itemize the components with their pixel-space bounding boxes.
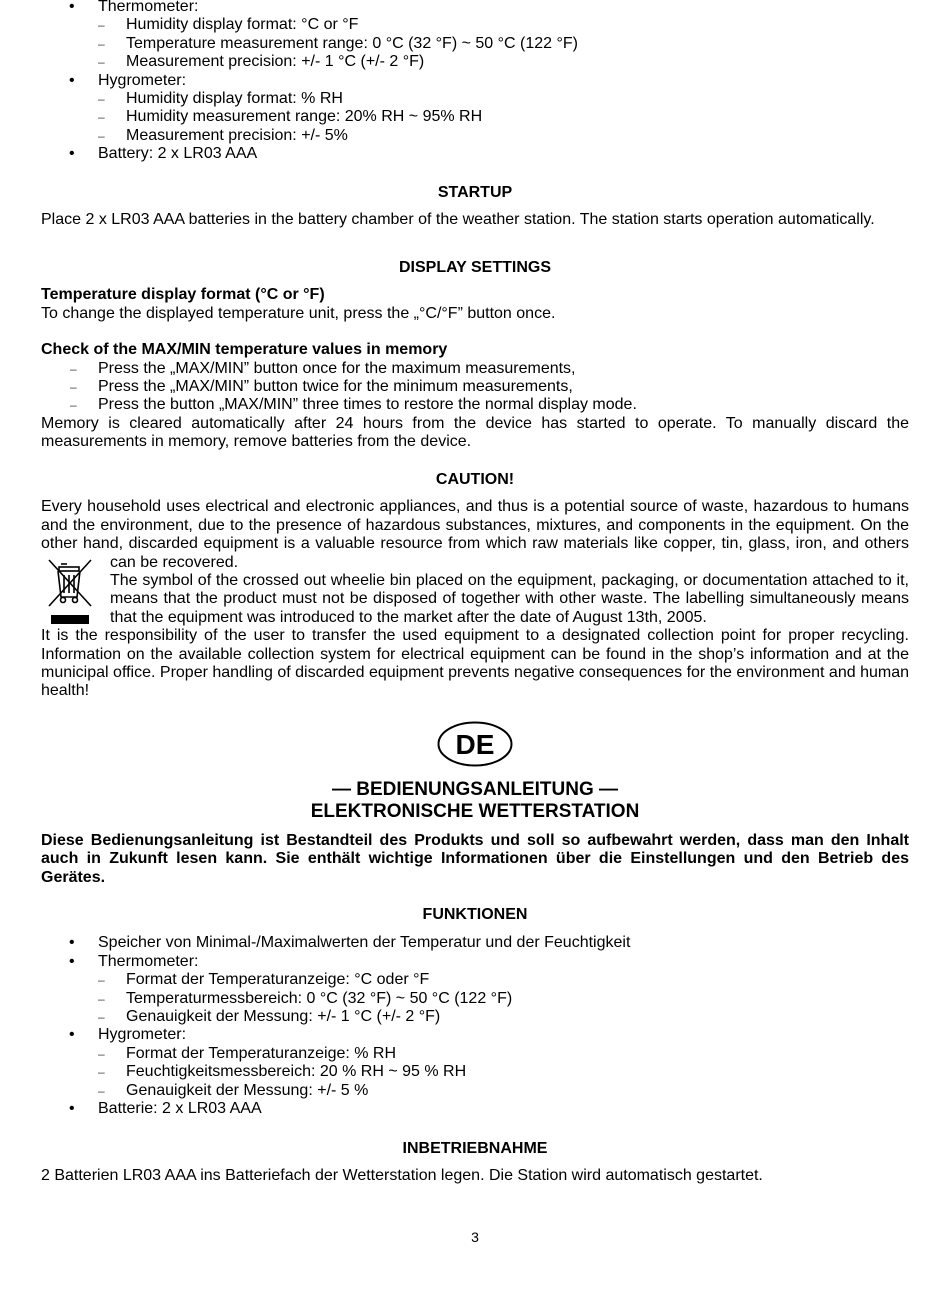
caution-line: Information on the available collection system for electrical equipment can be found in the shop’s information and at the: [41, 645, 909, 663]
caution-line: means that the product must not be disposed of together with other waste. The labelling simultaneously means: [110, 590, 909, 608]
german-title-line1: — BEDIENUNGSANLEITUNG —: [331, 779, 619, 800]
list-subitem: – Temperature measurement range: 0 °C (32 °F) ~ 50 °C (122 °F): [41, 35, 909, 53]
inbetriebnahme-heading: INBETRIEBNAHME: [402, 1140, 548, 1157]
german-title-block: [41, 779, 909, 823]
top-spec-list: [41, 0, 909, 164]
funktionen-section: [41, 906, 909, 1118]
maxmin-item: – Press the „MAX/MIN” button twice for the minimum measurements,: [41, 378, 909, 396]
maxmin-item: – Press the „MAX/MIN” button once for the maximum measurements,: [41, 360, 909, 378]
intro-line: Gerätes.: [41, 868, 106, 886]
caution-line: other hand, discarded equipment is a valuable resource from which raw materials like copper, tin, glass, iron, and others: [41, 535, 909, 553]
list-subitem: – Genauigkeit der Messung: +/- 1 °C (+/- 2 °F): [41, 1008, 909, 1026]
caution-line: Every household uses electrical and electronic appliances, and thus is a potential source of waste, hazardous to humans: [41, 498, 909, 516]
page-number: 3: [471, 1229, 479, 1245]
caution-line: can be recovered.: [110, 553, 239, 571]
list-subitem: – Temperaturmessbereich: 0 °C (32 °F) ~ 50 °C (122 °F): [41, 990, 909, 1008]
list-item-hygrometer: • Hygrometer:: [41, 1026, 909, 1044]
caution-section: [41, 471, 909, 701]
list-item-thermometer: • Thermometer:: [41, 953, 909, 971]
memory-line: Memory is cleared automatically after 24 hours from the device has started to operate. To manually discard the: [41, 414, 909, 432]
caution-heading: CAUTION!: [435, 471, 515, 488]
caution-line: municipal office. Proper handling of discarded equipment prevents negative consequences for the environment and human: [41, 664, 909, 682]
caution-paragraph-bottom: [41, 627, 909, 701]
intro-line: Diese Bedienungsanleitung ist Bestandteil des Produkts und soll so aufbewahrt werden, dass man den Inhalt: [41, 832, 909, 849]
startup-section: [41, 184, 909, 230]
list-item-thermometer: • Thermometer:: [41, 0, 909, 16]
list-subitem: – Measurement precision: +/- 1 °C (+/- 2 °F): [41, 53, 909, 71]
startup-heading: STARTUP: [437, 184, 513, 201]
memory-text: [41, 415, 909, 452]
crossed-wheelie-bin-icon: [45, 558, 95, 626]
maxmin-item: – Press the button „MAX/MIN” three times to restore the normal display mode.: [41, 396, 909, 414]
german-intro: [41, 832, 909, 887]
list-subitem: – Genauigkeit der Messung: +/- 5 %: [41, 1082, 909, 1100]
list-item-hygrometer: • Hygrometer:: [41, 72, 909, 90]
inbetriebnahme-text: 2 Batterien LR03 AAA ins Batteriefach der Wetterstation legen. Die Station wird automatisch gestartet.: [41, 1167, 763, 1185]
list-item-battery: • Batterie: 2 x LR03 AAA: [41, 1100, 909, 1118]
list-item-battery: • Battery: 2 x LR03 AAA: [41, 145, 909, 163]
temp-format-text: To change the displayed temperature unit, press the „°C/°F” button once.: [41, 304, 556, 322]
list-subitem: – Humidity display format: °C or °F: [41, 16, 909, 34]
list-subitem: – Humidity display format: % RH: [41, 90, 909, 108]
startup-text: Place 2 x LR03 AAA batteries in the battery chamber of the weather station. The station starts operation automatically.: [41, 211, 875, 229]
caution-line: The symbol of the crossed out wheelie bin placed on the equipment, packaging, or documentation attached to it,: [110, 572, 909, 590]
caution-line: health!: [41, 682, 90, 700]
caution-line: and the environment, due to the presence of hazardous substances, mixtures, and components in the equipment. On the: [41, 516, 909, 534]
funktionen-list: [41, 934, 909, 1118]
intro-line: auch in Zukunft lesen kann. Sie enthält wichtige Informationen über die Einstellungen und den Betrieb des: [41, 850, 909, 868]
list-subitem: – Measurement precision: +/- 5%: [41, 127, 909, 145]
list-item-memory: • Speicher von Minimal-/Maximalwerten der Temperatur und der Feuchtigkeit: [41, 934, 909, 952]
german-title-line2: ELEKTRONISCHE WETTERSTATION: [310, 801, 640, 822]
funktionen-heading: FUNKTIONEN: [422, 906, 528, 923]
inbetriebnahme-section: [41, 1140, 909, 1186]
caution-paragraph-top: [41, 498, 909, 553]
caution-line: that the equipment was introduced to the market after the date of August 13th, 2005.: [110, 608, 707, 626]
list-subitem: – Format der Temperaturanzeige: °C oder °F: [41, 971, 909, 989]
display-settings-section: [41, 259, 909, 452]
bin-symbol-paragraph: [41, 554, 909, 628]
list-subitem: – Feuchtigkeitsmessbereich: 20 % RH ~ 95 % RH: [41, 1063, 909, 1081]
list-subitem: – Humidity measurement range: 20% RH ~ 95% RH: [41, 108, 909, 126]
temp-format-title: Temperature display format (°C or °F): [41, 286, 325, 304]
display-settings-heading: DISPLAY SETTINGS: [398, 259, 552, 276]
maxmin-title: Check of the MAX/MIN temperature values in memory: [41, 341, 448, 359]
de-language-badge: [437, 721, 513, 767]
memory-line: measurements in memory, remove batteries from the device.: [41, 433, 472, 451]
de-badge-text: DE: [455, 729, 495, 760]
caution-line: It is the responsibility of the user to transfer the used equipment to a designated collection point for proper recycling.: [41, 627, 909, 645]
list-subitem: – Format der Temperaturanzeige: % RH: [41, 1045, 909, 1063]
